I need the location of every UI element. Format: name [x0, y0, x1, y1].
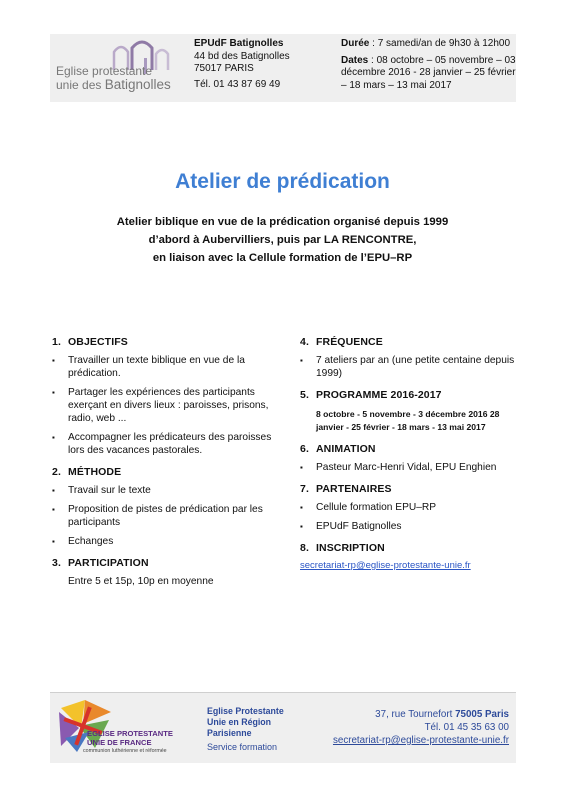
footer-org-line1: Eglise Protestante: [207, 706, 284, 716]
footer-logo-line1: EGLISE PROTESTANTE: [87, 729, 173, 738]
list-item: ▪ Pasteur Marc-Henri Vidal, EPU Enghien: [300, 461, 515, 474]
right-column: [300, 336, 515, 581]
org-address-line2: 75017 PARIS: [194, 63, 254, 74]
schedule-info: [341, 38, 516, 92]
footer-email-link[interactable]: secretariat-rp@eglise-protestante-unie.fr: [332, 735, 509, 746]
logo-line1: Eglise protestante: [56, 64, 153, 78]
section-animation: [300, 443, 515, 474]
programme-dates: 8 octobre - 5 novembre - 3 décembre 2016 28 janvier - 25 février - 18 mars - 13 mai 2017: [316, 409, 500, 432]
footer-org-line2: Unie en Région: [207, 717, 272, 727]
section-heading: 7. PARTENAIRES: [300, 483, 392, 495]
section-frequence: [300, 336, 515, 380]
subtitle: [0, 213, 565, 267]
left-column: [52, 336, 272, 597]
subtitle-line3: en liaison avec la Cellule formation de l’EPU–RP: [152, 252, 413, 264]
list-item: ▪ Partager les expériences des participants exerçant en divers lieux : paroisses, prisons, radio, web ...: [52, 386, 272, 425]
section-inscription: [300, 542, 515, 572]
section-heading: 2. MÉTHODE: [52, 466, 122, 478]
list-item: ▪ Cellule formation EPU–RP: [300, 501, 515, 514]
section-heading: 8. INSCRIPTION: [300, 542, 385, 554]
section-partenaires: [300, 483, 515, 533]
section-programme: [300, 389, 515, 434]
section-heading: 3. PARTICIPATION: [52, 557, 149, 569]
logo-line2: unie des Batignolles: [56, 77, 171, 92]
list-item: ▪ Travail sur le texte: [52, 484, 272, 497]
footer-logo-line2: UNIE DE FRANCE: [87, 738, 152, 747]
section-heading: 1. OBJECTIFS: [52, 336, 128, 348]
org-name: EPUdF Batignolles: [194, 38, 284, 49]
list-item: ▪ Accompagner les prédicateurs des paroisses lors des vacances pastorales.: [52, 431, 272, 457]
section-heading: 6. ANIMATION: [300, 443, 376, 455]
org-address-line1: 44 bd des Batignolles: [194, 50, 290, 62]
list-item: ▪ Echanges: [52, 535, 272, 548]
list-item: ▪ EPUdF Batignolles: [300, 520, 515, 533]
dates: Dates : 08 octobre – 05 novembre – 03 décembre 2016 - 28 janvier – 25 février – 18 mars – 13 mai 2017: [341, 54, 516, 91]
organization-info: [194, 38, 290, 91]
section-methode: [52, 466, 272, 548]
footer-service: Service formation: [207, 742, 278, 752]
footer-logo-line3: communion luthérienne et réformée: [83, 748, 167, 754]
participation-text: Entre 5 et 15p, 10p en moyenne: [68, 576, 214, 587]
footer-phone: Tél. 01 45 35 63 00: [424, 722, 509, 733]
batignolles-logo: [52, 40, 184, 100]
footer-org-line3: Parisienne: [207, 728, 252, 738]
subtitle-line1: Atelier biblique en vue de la prédication organisé depuis 1999: [116, 216, 449, 228]
footer-address: [330, 708, 509, 747]
list-item: ▪ 7 ateliers par an (une petite centaine depuis 1999): [300, 354, 515, 380]
section-heading: 5. PROGRAMME 2016-2017: [300, 389, 442, 401]
inscription-email-link[interactable]: secretariat-rp@eglise-protestante-unie.fr: [300, 560, 471, 571]
epudf-logo: [55, 698, 195, 760]
org-phone: Tél. 01 43 87 69 49: [194, 78, 281, 90]
section-objectifs: [52, 336, 272, 457]
page-title: Atelier de prédication: [175, 170, 390, 193]
subtitle-line2: d’abord à Aubervilliers, puis par LA RENCONTRE,: [148, 234, 417, 246]
list-item: ▪ Proposition de pistes de prédication par les participants: [52, 503, 272, 529]
footer-organization: [207, 706, 284, 753]
section-participation: [52, 557, 272, 588]
list-item: ▪ Travailler un texte biblique en vue de la prédication.: [52, 354, 272, 380]
duration: Durée : 7 samedi/an de 9h30 à 12h00: [341, 38, 511, 49]
footer-street: 37, rue Tournefort 75005 Paris: [375, 709, 509, 720]
section-heading: 4. FRÉQUENCE: [300, 336, 383, 348]
